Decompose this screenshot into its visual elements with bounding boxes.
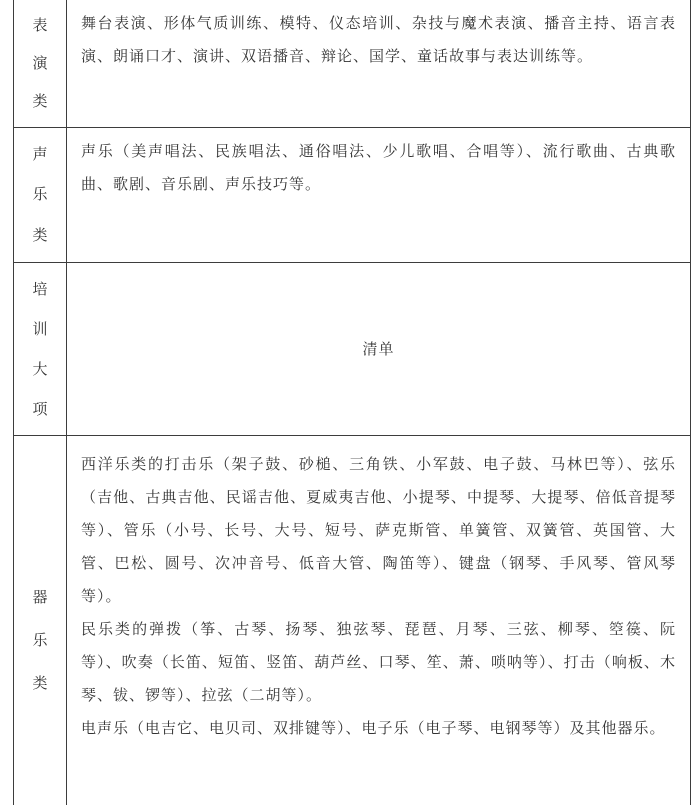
- vocal-content-text: 声乐（美声唱法、民族唱法、通俗唱法、少儿歌唱、合唱等）、流行歌曲、古典歌曲、歌剧、音乐剧、声乐技巧等。: [81, 142, 676, 193]
- label-char: 声: [32, 144, 48, 163]
- row-content-training-items: [67, 263, 690, 435]
- folk-instruments-paragraph: 民乐类的弹拨（筝、古琴、扬琴、独弦琴、琵琶、月琴、三弦、柳琴、箜篌、阮等）、吹奏（长笛、短笛、竖笛、葫芦丝、口琴、笙、萧、唢呐等）、打击（响板、木琴、钹、锣等）、拉弦（二胡等）。: [81, 620, 676, 704]
- label-char: 表: [32, 15, 48, 34]
- table-row-training-items: [14, 263, 690, 436]
- row-content-instrumental: [67, 436, 690, 805]
- western-instruments-paragraph: 西洋乐类的打击乐（架子鼓、砂槌、三角铁、小军鼓、电子鼓、马林巴等）、弦乐（吉他、古典吉他、民谣吉他、夏威夷吉他、小提琴、中提琴、大提琴、倍低音提琴等）、管乐（小号、长号、大号、短号、萨克斯管、单簧管、双簧管、英国管、大管、巴松、圆号、次冲音号、低音大管、陶笛等）、键盘（钢琴、手风琴、管风琴等）。: [81, 455, 676, 605]
- performance-content-text: 舞台表演、形体气质训练、模特、仪态培训、杂技与魔术表演、播音主持、语言表演、朗诵口才、演讲、双语播音、辩论、国学、童话故事与表达训练等。: [81, 14, 676, 65]
- label-char: 乐: [32, 185, 48, 204]
- label-char: 乐: [32, 631, 48, 649]
- table-row-instrumental: [14, 436, 690, 805]
- row-content-performance: [67, 0, 690, 127]
- label-char: 培: [32, 279, 48, 298]
- table-row-vocal: [14, 128, 690, 263]
- row-label-performance: [14, 0, 67, 127]
- training-category-table: [13, 0, 691, 805]
- row-label-vocal: [14, 128, 67, 262]
- training-items-content-text: 清单: [362, 339, 395, 358]
- label-char: 演: [32, 53, 48, 72]
- electric-instruments-paragraph: 电声乐（电吉它、电贝司、双排键等）、电子乐（电子琴、电钢琴等）及其他器乐。: [81, 719, 666, 737]
- row-content-vocal: [67, 128, 690, 262]
- label-char: 大: [32, 359, 48, 378]
- label-char: 类: [32, 226, 48, 245]
- label-char: 项: [32, 399, 48, 418]
- label-char: 器: [32, 588, 48, 606]
- row-label-instrumental: [14, 436, 67, 805]
- label-char: 训: [32, 319, 48, 338]
- label-char: 类: [32, 92, 48, 111]
- table-row-performance: [14, 0, 690, 128]
- label-char: 类: [32, 674, 48, 692]
- row-label-training-items: [14, 263, 67, 435]
